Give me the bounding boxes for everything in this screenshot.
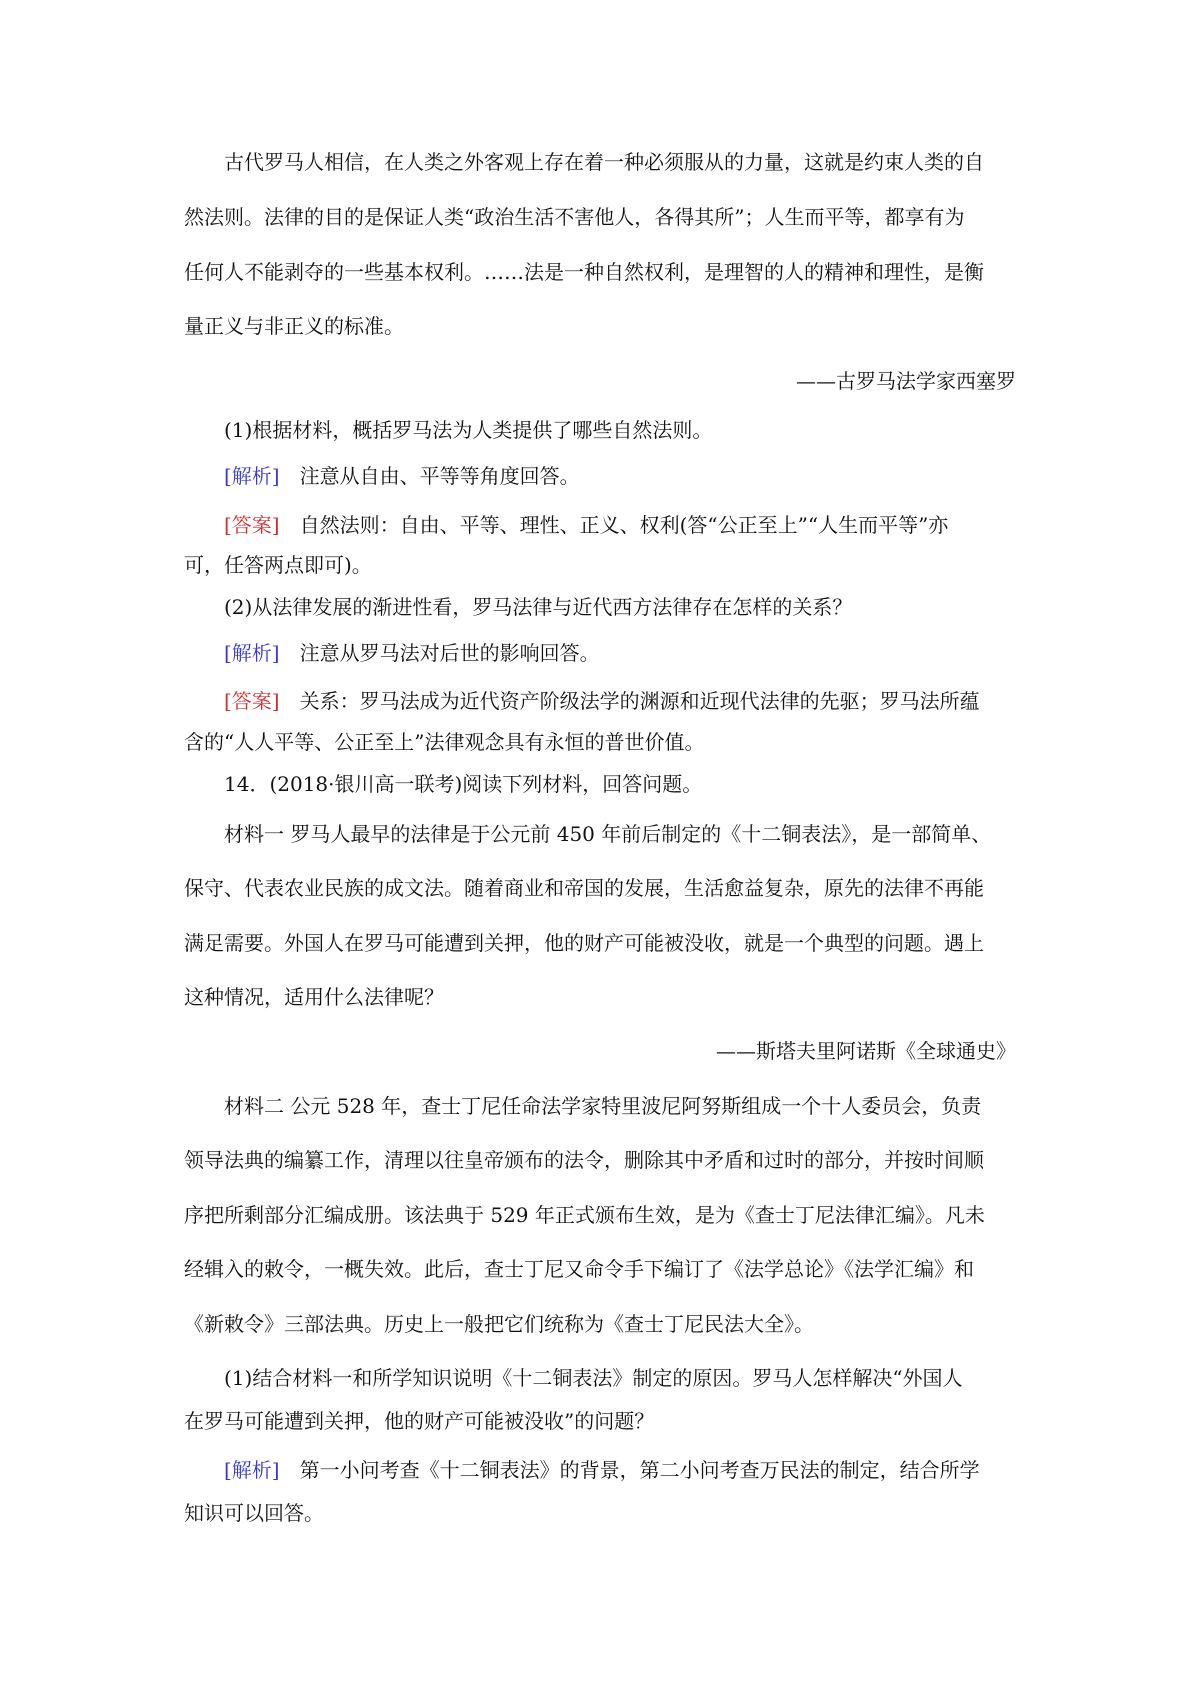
sub1-line-2: 在罗马可能遭到关押，他的财产可能被没收”的问题？ [184,1409,655,1433]
quote1-source: ——古罗马法学家西塞罗 [796,369,1016,393]
answer-tag: [答案] [224,689,280,713]
q2-answer [224,687,1016,715]
q1-question: (1)根据材料，概括罗马法为人类提供了哪些自然法则。 [224,418,713,442]
q1-answer [224,511,1016,539]
q1-answer-line-2: 可，任答两点即可)。 [184,553,372,577]
material2-line-3: 序把所剩部分汇编成册。该法典于 529 年正式颁布生效，是为《查士丁尼法律汇编》。凡未 [184,1203,985,1227]
q2-answer-line-1: 关系：罗马法成为近代资产阶级法学的渊源和近现代法律的先驱；罗马法所蕴 [299,689,980,713]
analysis-tag: [解析] [224,1458,280,1482]
answer-tag: [答案] [224,513,280,537]
item14-heading: 14．(2018·银川高一联考)阅读下列材料，回答问题。 [224,772,703,796]
material2-line-4: 经辑入的敕令，一概失效。此后，查士丁尼又命令手下编订了《法学总论》《法学汇编》和 [184,1257,974,1281]
analysis-tag: [解析] [224,464,280,488]
material1-line-3: 满足需要。外国人在罗马可能遭到关押，他的财产可能被没收，就是一个典型的问题。遇上 [184,931,984,955]
sub1-line-1: (1)结合材料一和所学知识说明《十二铜表法》制定的原因。罗马人怎样解决“外国人 [224,1366,963,1390]
q1-answer-line-1: 自然法则：自由、平等、理性、正义、权利(答“公正至上”“人生而平等”亦 [299,513,949,537]
material1-line-4: 这种情况，适用什么法律呢？ [184,985,444,1009]
q2-question: (2)从法律发展的渐进性看，罗马法律与近代西方法律存在怎样的关系？ [224,595,853,619]
item14-analysis [224,1456,1016,1484]
material1-line-2: 保守、代表农业民族的成文法。随着商业和帝国的发展，生活愈益复杂，原先的法律不再能 [184,876,984,900]
q1-analysis [224,462,1016,490]
material2-line-5: 《新敕令》三部法典。历史上一般把它们统称为《查士丁尼民法大全》。 [184,1312,814,1336]
material1-line-1: 材料一 罗马人最早的法律是于公元前 450 年前后制定的《十二铜表法》，是一部简单、 [224,822,992,846]
q2-analysis [224,639,1016,667]
quote1-line-1: 古代罗马人相信，在人类之外客观上存在着一种必须服从的力量，这就是约束人类的自 [224,150,984,174]
q1-analysis-text: 注意从自由、平等等角度回答。 [299,464,580,488]
material1-source: ——斯塔夫里阿诺斯《全球通史》 [716,1039,1016,1063]
quote1-line-2: 然法则。法律的目的是保证人类“政治生活不害他人，各得其所”；人生而平等，都享有为 [184,205,965,229]
quote1-line-4: 量正义与非正义的标准。 [184,314,404,338]
q2-answer-line-2: 含的“人人平等、公正至上”法律观念具有永恒的普世价值。 [184,730,705,754]
item14-analysis-line-2: 知识可以回答。 [184,1501,324,1525]
material2-line-2: 领导法典的编纂工作，清理以往皇帝颁布的法令，删除其中矛盾和过时的部分，并按时间顺 [184,1148,984,1172]
item14-analysis-line-1: 第一小问考查《十二铜表法》的背景，第二小问考查万民法的制定，结合所学 [299,1458,980,1482]
q2-analysis-text: 注意从罗马法对后世的影响回答。 [299,641,600,665]
material2-line-1: 材料二 公元 528 年，查士丁尼任命法学家特里波尼阿努斯组成一个十人委员会，负责 [224,1094,982,1118]
analysis-tag: [解析] [224,641,280,665]
quote1-line-3: 任何人不能剥夺的一些基本权利。……法是一种自然权利，是理智的人的精神和理性，是衡 [184,260,984,284]
